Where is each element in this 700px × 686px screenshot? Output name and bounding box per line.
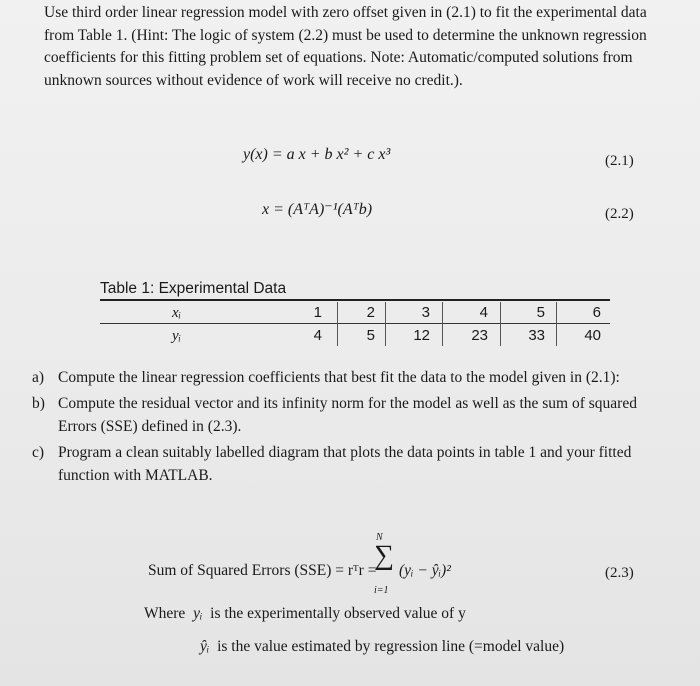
table-row-label-y: yᵢ	[172, 328, 182, 344]
table-row-label-x: xᵢ	[172, 305, 182, 321]
table-cell-x: 4	[479, 304, 488, 321]
equation-2-2-number: (2.2)	[605, 206, 634, 222]
intro-line: Use third order linear regression model with zero offset given in (2.1) to fit the experimental data	[44, 4, 647, 21]
task-text: Compute the residual vector and its infinity norm for the model as well as the sum of squared	[58, 395, 637, 412]
task-list	[32, 366, 682, 490]
where-prefix: Where	[144, 605, 186, 622]
table-cell-y: 40	[584, 327, 601, 344]
task-item-c	[32, 441, 682, 487]
table-cell-x: 2	[366, 304, 375, 321]
intro-line: from Table 1. (Hint: The logic of system (2.2) must be used to determine the unknown regression	[44, 26, 647, 44]
table-column-divider	[556, 302, 557, 346]
table-column-divider	[442, 302, 443, 346]
sse-label: Sum of Squared Errors (SSE) = rᵀr =	[148, 562, 377, 579]
task-marker: b)	[32, 395, 45, 412]
yhat-description: is the value estimated by regression line (=model value)	[217, 638, 565, 655]
table-cell-y: 33	[528, 327, 545, 344]
intro-paragraph	[44, 2, 674, 92]
sum-upper-limit: N	[376, 532, 383, 543]
task-marker: c)	[32, 444, 45, 461]
table-column-divider	[500, 302, 501, 346]
intro-line: unknown sources without evidence of work will receive no credit.).	[44, 71, 463, 89]
task-text: Errors (SSE) defined in (2.3).	[58, 418, 242, 435]
equation-2-1: y(x) = a x + b x² + c x³	[243, 146, 391, 163]
table-cell-y: 23	[471, 327, 488, 344]
sum-term: (yᵢ − ŷᵢ)²	[399, 562, 451, 579]
equation-2-1-number: (2.1)	[605, 153, 634, 169]
where-line-yhat	[200, 638, 564, 656]
table-middle-rule	[100, 323, 610, 324]
task-item-a	[32, 366, 682, 389]
table-cell-y: 5	[366, 327, 375, 344]
equation-2-3-number: (2.3)	[605, 565, 634, 581]
table-cell-x: 3	[421, 304, 430, 321]
table-cell-y: 12	[413, 327, 430, 344]
where-line-y	[144, 605, 466, 623]
task-item-b	[32, 392, 682, 438]
task-marker: a)	[32, 369, 45, 386]
sum-lower-limit: i=1	[374, 585, 389, 596]
table-caption: Table 1: Experimental Data	[100, 280, 287, 297]
equation-2-2: x = (AᵀA)⁻¹(Aᵀb)	[262, 201, 373, 218]
task-text: Compute the linear regression coefficients that best fit the data to the model given in (2.1):	[58, 369, 620, 386]
y-symbol: yᵢ	[193, 605, 203, 622]
table-cell-y: 4	[313, 327, 322, 344]
table-cell-x: 1	[313, 304, 322, 321]
table-top-rule	[100, 299, 610, 301]
y-description: is the experimentally observed value of y	[210, 605, 466, 622]
table-cell-x: 5	[536, 304, 545, 321]
task-text: Program a clean suitably labelled diagram that plots the data points in table 1 and your fitted	[58, 444, 632, 461]
task-text: function with MATLAB.	[58, 467, 213, 484]
yhat-symbol: ŷᵢ	[200, 638, 210, 655]
table-cell-x: 6	[592, 304, 601, 321]
table-column-divider	[385, 302, 386, 346]
summation-symbol: ∑	[374, 540, 394, 571]
intro-line: coefficients for this fitting problem set of equations. Note: Automatic/computed solutions from	[44, 49, 633, 66]
